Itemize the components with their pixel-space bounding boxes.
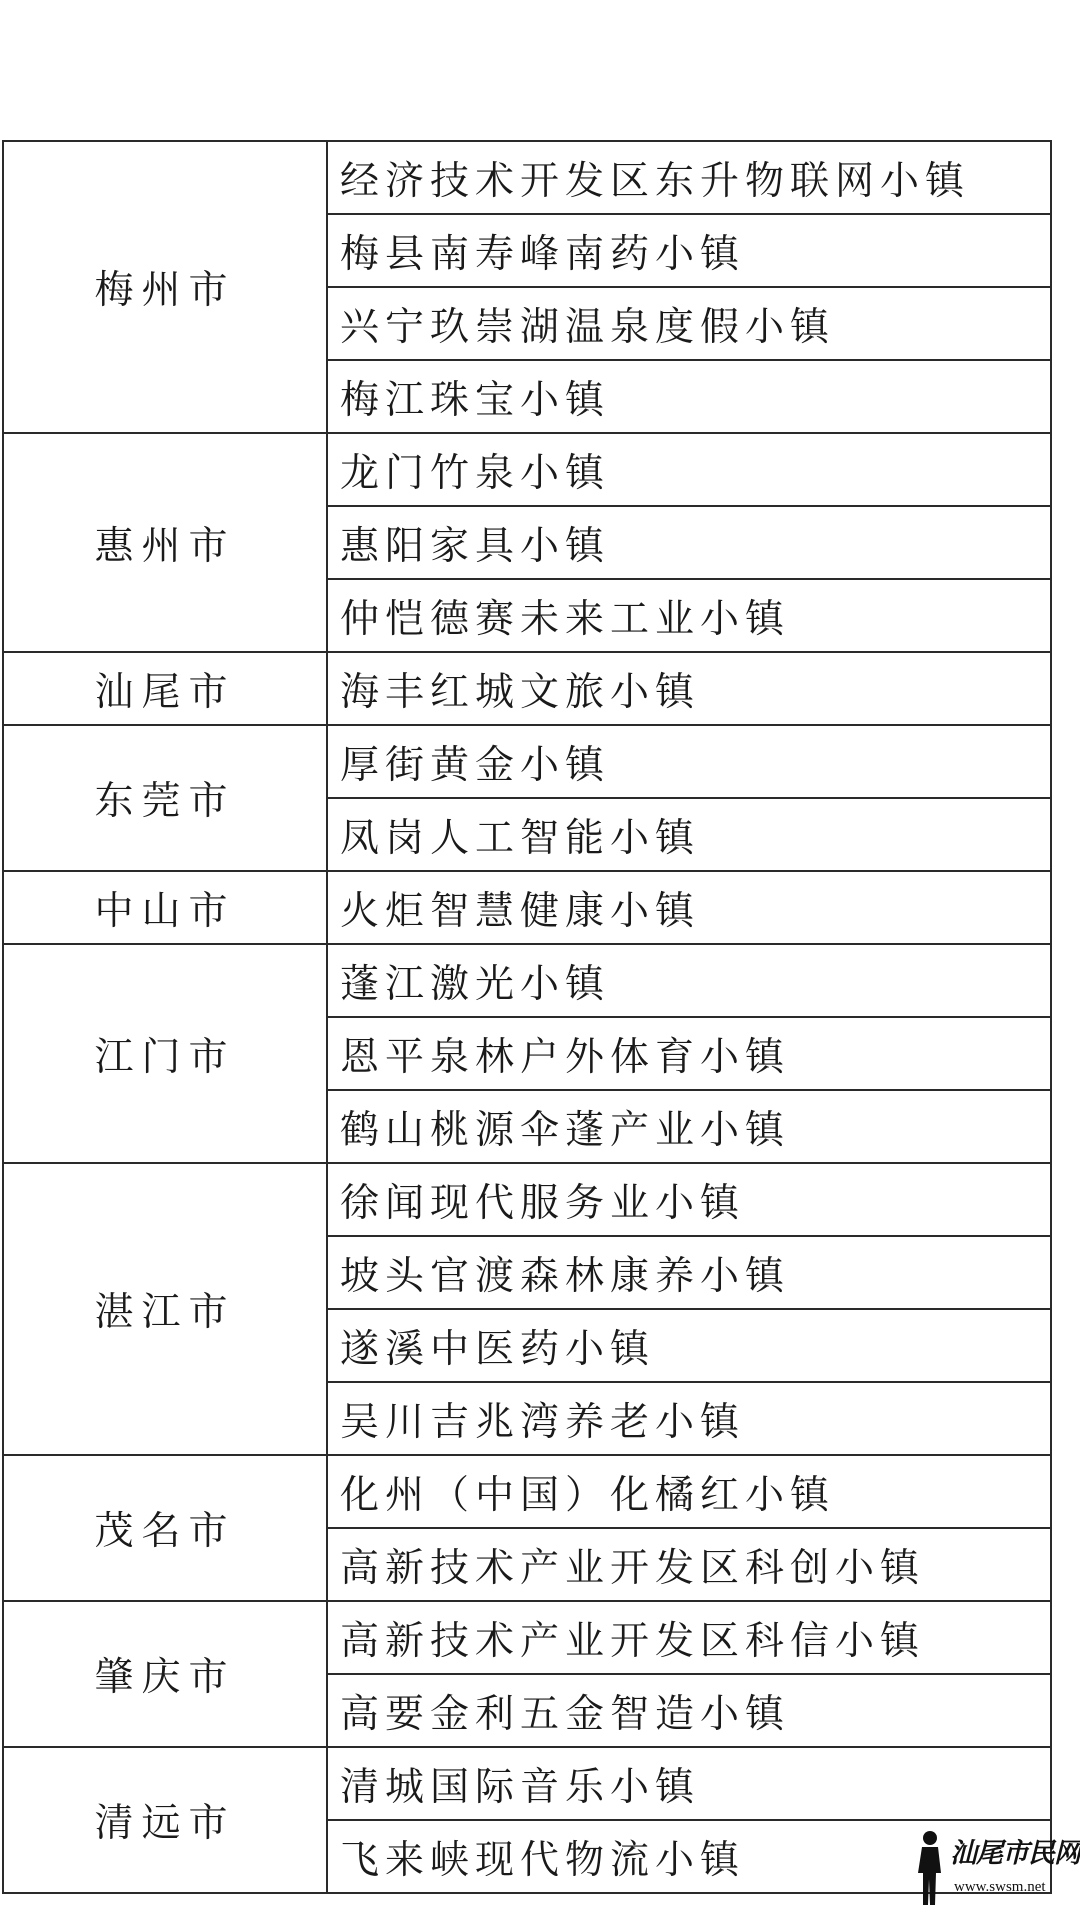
table-row: [3, 725, 1051, 798]
town-cell: 徐闻现代服务业小镇: [327, 1163, 1051, 1236]
town-cell: 高新技术产业开发区科创小镇: [327, 1528, 1051, 1601]
person-silhouette-icon: [910, 1829, 948, 1907]
city-cell: 惠州市: [3, 433, 327, 652]
town-cell: 飞来峡现代物流小镇: [327, 1820, 1051, 1893]
town-cell: 化州（中国）化橘红小镇: [327, 1455, 1051, 1528]
table-row: [3, 1601, 1051, 1674]
watermark: [910, 1829, 1080, 1907]
table-row: [3, 433, 1051, 506]
town-cell: 经济技术开发区东升物联网小镇: [327, 141, 1051, 214]
town-cell: 清城国际音乐小镇: [327, 1747, 1051, 1820]
city-cell: 汕尾市: [3, 652, 327, 725]
town-cell: 厚街黄金小镇: [327, 725, 1051, 798]
town-cell: 高新技术产业开发区科信小镇: [327, 1601, 1051, 1674]
town-cell: 海丰红城文旅小镇: [327, 652, 1051, 725]
town-cell: 仲恺德赛未来工业小镇: [327, 579, 1051, 652]
city-cell: 清远市: [3, 1747, 327, 1893]
town-cell: 鹤山桃源伞蓬产业小镇: [327, 1090, 1051, 1163]
watermark-url: www.swsm.net: [954, 1879, 1046, 1895]
town-cell: 恩平泉林户外体育小镇: [327, 1017, 1051, 1090]
city-cell: 中山市: [3, 871, 327, 944]
watermark-title: 汕尾市民网: [950, 1838, 1080, 1869]
table-row: [3, 1747, 1051, 1820]
city-cell: 湛江市: [3, 1163, 327, 1455]
table-row: [3, 944, 1051, 1017]
town-cell: 梅县南寿峰南药小镇: [327, 214, 1051, 287]
town-cell: 兴宁玖崇湖温泉度假小镇: [327, 287, 1051, 360]
table-row: [3, 871, 1051, 944]
town-cell: 遂溪中医药小镇: [327, 1309, 1051, 1382]
town-cell: 惠阳家具小镇: [327, 506, 1051, 579]
city-cell: 肇庆市: [3, 1601, 327, 1747]
city-cell: 梅州市: [3, 141, 327, 433]
town-cell: 火炬智慧健康小镇: [327, 871, 1051, 944]
table-row: [3, 1163, 1051, 1236]
city-cell: 江门市: [3, 944, 327, 1163]
town-cell: 龙门竹泉小镇: [327, 433, 1051, 506]
town-cell: 蓬江激光小镇: [327, 944, 1051, 1017]
table-body: [3, 141, 1051, 1893]
town-cell: 凤岗人工智能小镇: [327, 798, 1051, 871]
table-row: [3, 141, 1051, 214]
town-cell: 坡头官渡森林康养小镇: [327, 1236, 1051, 1309]
table-row: [3, 652, 1051, 725]
town-cell: 吴川吉兆湾养老小镇: [327, 1382, 1051, 1455]
table-row: [3, 1455, 1051, 1528]
town-cell: 高要金利五金智造小镇: [327, 1674, 1051, 1747]
town-list-table: [2, 140, 1052, 1894]
city-cell: 茂名市: [3, 1455, 327, 1601]
city-cell: 东莞市: [3, 725, 327, 871]
town-cell: 梅江珠宝小镇: [327, 360, 1051, 433]
